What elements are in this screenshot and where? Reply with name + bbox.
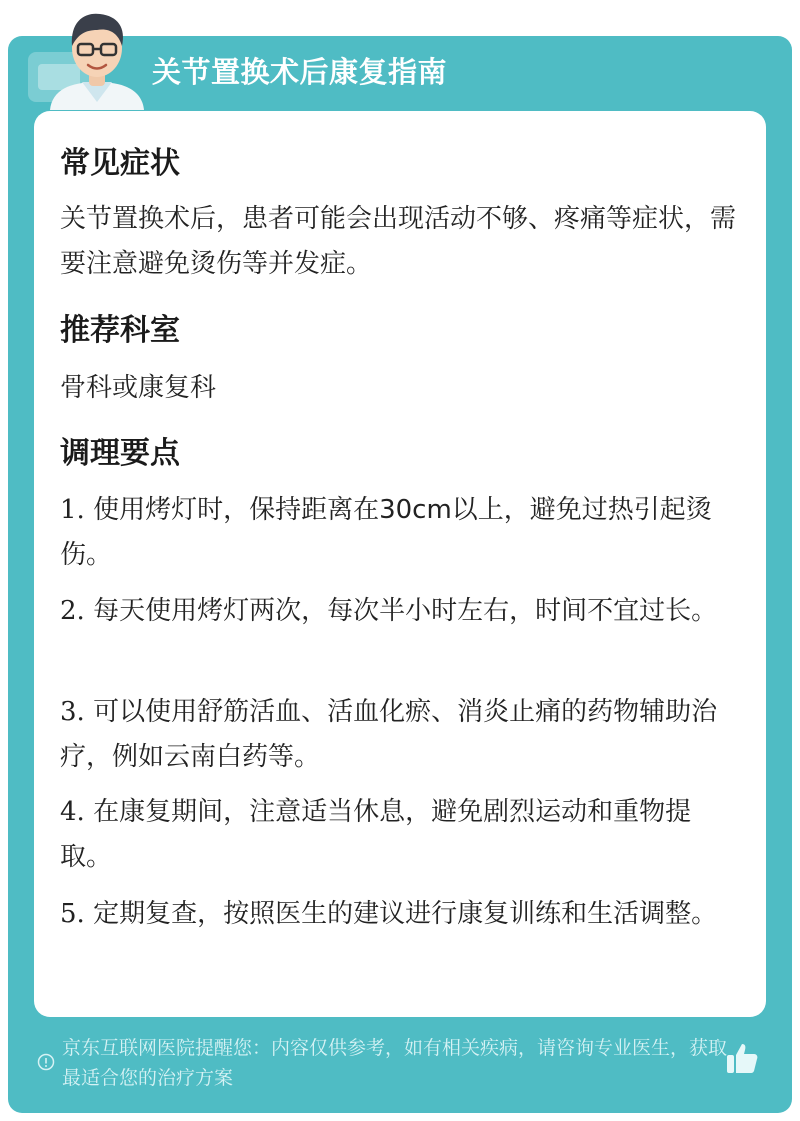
section-heading-tips: 调理要点: [60, 436, 180, 471]
tip-item: 4. 在康复期间，注意适当休息，避免剧烈运动和重物提取。: [60, 797, 692, 872]
tip-item: 2. 每天使用烤灯两次，每次半小时左右，时间不宜过长。: [60, 596, 718, 626]
symptoms-text: 关节置换术后，患者可能会出现活动不够、疼痛等症状，需要注意避免烫伤等并发症。: [60, 204, 737, 279]
tip-item: 5. 定期复查，按照医生的建议进行康复训练和生活调整。: [60, 899, 718, 929]
thumbs-up-icon[interactable]: [724, 1040, 760, 1076]
section-heading-department: 推荐科室: [60, 313, 180, 348]
department-text: 骨科或康复科: [60, 373, 217, 403]
footer-disclaimer: 京东互联网医院提醒您：内容仅供参考，如有相关疾病，请咨询专业医生，获取最适合您的治疗方案: [62, 1037, 728, 1089]
info-icon: [37, 1053, 55, 1071]
tip-item: 3. 可以使用舒筋活血、活血化瘀、消炎止痛的药物辅助治疗，例如云南白药等。: [60, 697, 718, 772]
page-title: 关节置换术后康复指南: [152, 55, 448, 89]
doctor-avatar: [42, 6, 152, 110]
section-heading-symptoms: 常见症状: [60, 146, 180, 181]
tip-item: 1. 使用烤灯时，保持距离在30cm以上，避免过热引起烫伤。: [60, 495, 712, 570]
